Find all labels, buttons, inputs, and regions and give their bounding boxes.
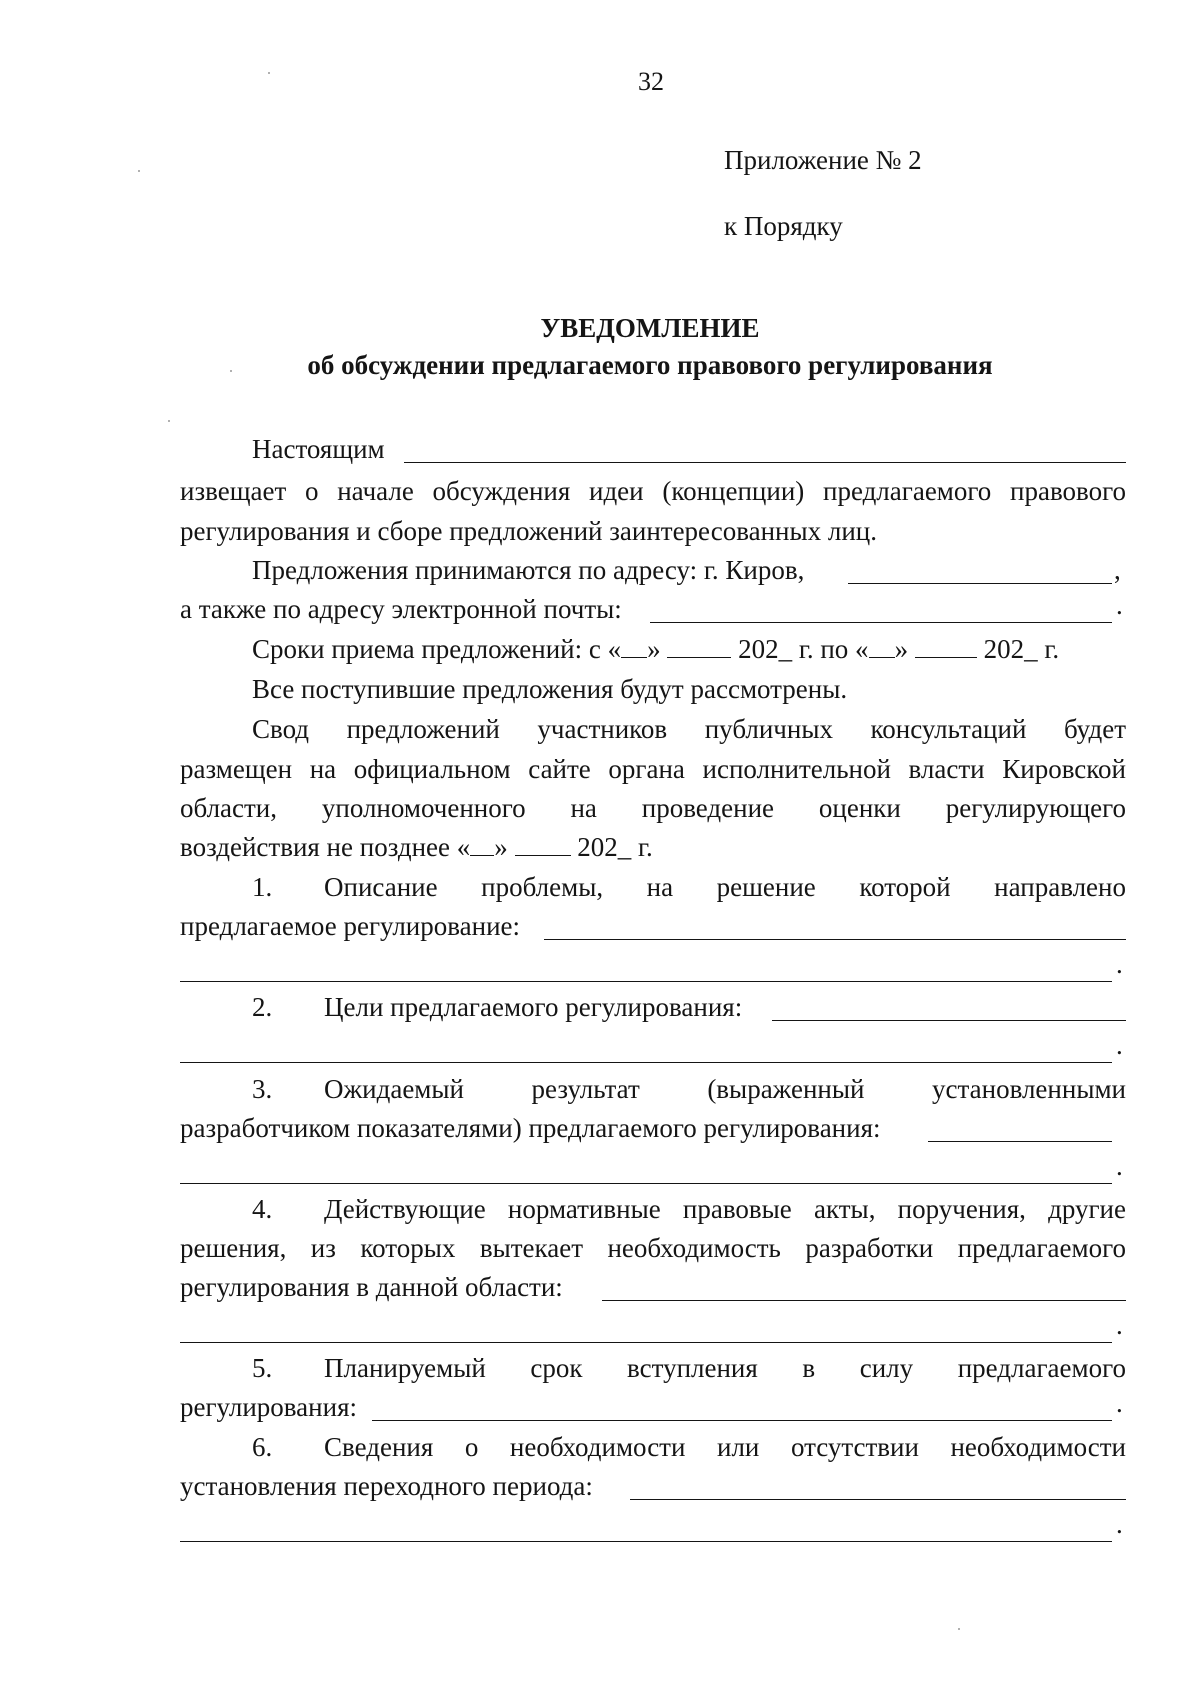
appendix-reference: к Порядку — [724, 211, 843, 241]
item-6-number: 6. — [252, 1432, 273, 1462]
item-4-period: . — [1116, 1310, 1123, 1340]
item-5-line-2: регулирования: — [180, 1392, 357, 1422]
item-4-line-2: решения, из которых вытекает необходимость разработки предлагаемого — [180, 1233, 1126, 1263]
start-month-blank[interactable] — [667, 635, 731, 658]
page-number: 32 — [638, 67, 664, 96]
item-4-line-3: регулирования в данной области: — [180, 1272, 563, 1302]
item-3-blank[interactable] — [928, 1141, 1112, 1142]
terms-year1: 202_ г. по « — [738, 634, 869, 664]
terms-year2: 202_ г. — [983, 634, 1060, 664]
intro-lead-text: Настоящим — [252, 434, 385, 464]
item-1-period: . — [1116, 949, 1123, 979]
intro-line-2: извещает о начале обсуждения идеи (концепции) предлагаемого правового — [180, 476, 1126, 506]
item-2-blank-2[interactable] — [180, 1062, 1112, 1063]
address-blank[interactable] — [848, 583, 1112, 584]
item-5-blank[interactable] — [372, 1420, 1112, 1421]
item-5-number: 5. — [252, 1353, 273, 1383]
item-5-line-1: Планируемый срок вступления в силу предлагаемого — [324, 1353, 1126, 1383]
item-5-period: . — [1116, 1388, 1123, 1418]
item-3-line-2: разработчиком показателями) предлагаемого регулирования: — [180, 1113, 881, 1143]
item-1-line-2: предлагаемое регулирование: — [180, 911, 521, 941]
scan-speck — [958, 1628, 960, 1630]
item-1-blank[interactable] — [544, 939, 1126, 940]
email-label: а также по адресу электронной почты: — [180, 594, 622, 624]
start-day-blank[interactable] — [621, 635, 647, 658]
appendix-number: Приложение № 2 — [724, 145, 922, 175]
email-period: . — [1116, 590, 1123, 620]
item-1-number: 1. — [252, 872, 273, 902]
summary-prefix: воздействия не позднее « — [180, 832, 471, 862]
email-blank[interactable] — [650, 622, 1112, 623]
item-1-blank-2[interactable] — [180, 981, 1112, 982]
address-line-1: Предложения принимаются по адресу: г. Киров, — [252, 555, 805, 585]
item-6-line-1: Сведения о необходимости или отсутствии необходимости — [324, 1432, 1126, 1462]
intro-line-3: регулирования и сборе предложений заинтересованных лиц. — [180, 516, 877, 546]
summary-day-blank[interactable] — [470, 833, 494, 856]
item-2-number: 2. — [252, 992, 273, 1022]
item-6-period: . — [1116, 1509, 1123, 1539]
address-comma: , — [1114, 555, 1121, 585]
item-3-blank-2[interactable] — [180, 1183, 1112, 1184]
item-3-line-1: Ожидаемый результат (выраженный установленными — [324, 1074, 1126, 1104]
summary-line-1: Свод предложений участников публичных консультаций будет — [252, 714, 1126, 744]
item-2-line-1: Цели предлагаемого регулирования: — [324, 992, 743, 1022]
document-title: УВЕДОМЛЕНИЕ — [540, 313, 760, 343]
all-reviewed: Все поступившие предложения будут рассмотрены. — [252, 674, 848, 704]
scan-speck — [138, 170, 140, 172]
item-2-blank[interactable] — [772, 1020, 1126, 1021]
item-4-number: 4. — [252, 1194, 273, 1224]
terms-line — [252, 630, 1059, 668]
item-3-number: 3. — [252, 1074, 273, 1104]
summary-line-2: размещен на официальном сайте органа исполнительной власти Кировской — [180, 754, 1126, 784]
summary-month-blank[interactable] — [515, 833, 571, 856]
terms-quote-2: » — [894, 634, 909, 664]
summary-quote: » — [494, 832, 508, 862]
item-6-line-2: установления переходного периода: — [180, 1471, 593, 1501]
end-day-blank[interactable] — [869, 635, 895, 658]
terms-quote: » — [647, 634, 661, 664]
summary-line-3: области, уполномоченного на проведение оценки регулирующего — [180, 793, 1126, 823]
terms-prefix: Сроки приема предложений: с « — [252, 634, 622, 664]
item-6-blank-2[interactable] — [180, 1541, 1112, 1542]
summary-line-4 — [180, 828, 653, 866]
item-4-blank-2[interactable] — [180, 1342, 1112, 1343]
item-2-period: . — [1116, 1030, 1123, 1060]
item-4-blank[interactable] — [602, 1300, 1126, 1301]
scan-speck — [168, 420, 170, 422]
organization-blank[interactable] — [404, 462, 1126, 463]
item-6-blank[interactable] — [630, 1499, 1126, 1500]
item-3-period: . — [1116, 1151, 1123, 1181]
item-4-line-1: Действующие нормативные правовые акты, поручения, другие — [324, 1194, 1126, 1224]
item-1-line-1: Описание проблемы, на решение которой направлено — [324, 872, 1126, 902]
document-subtitle: об обсуждении предлагаемого правового регулирования — [307, 350, 993, 380]
summary-year: 202_ г. — [577, 832, 653, 862]
end-month-blank[interactable] — [915, 635, 977, 658]
scan-speck — [268, 72, 270, 74]
intro-lead — [252, 430, 385, 468]
